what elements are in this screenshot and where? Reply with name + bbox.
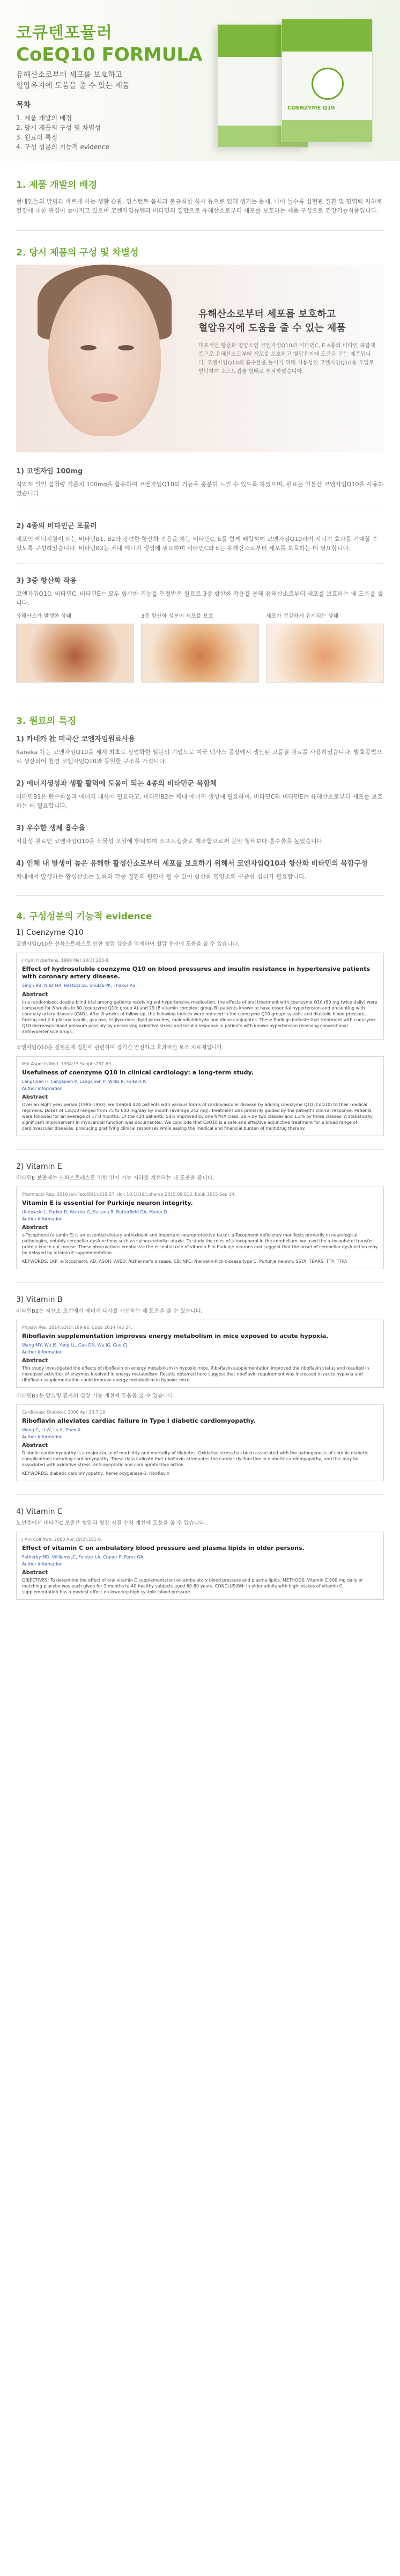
ingredient-title: 3) 우수한 생체 흡수율	[16, 824, 86, 832]
feature-text: 코엔자임Q10, 비타민C, 비타민E는 모두 항산화 기능을 인정받은 원료로 3중 항산화 작용을 통해 유해산소로부터 세포를 보호하는 데 도움을 줍니다.	[16, 590, 383, 606]
toc-item: 1. 제품 개발의 배경	[16, 114, 72, 122]
cell-diagram	[16, 613, 384, 683]
section-ingredients	[0, 713, 400, 881]
section-background	[0, 177, 400, 215]
abstract-text: Diabetic cardiomyopathy is a major cause of morbidity and mortality of diabetes. Oxidative stress has been associated with the pathogenesis of chronic diabetic complications including cardiomyopathy. These data indicate that riboflavin attenuates the cardiac dysfunction in diabetic cardiomyopathy, and this may be associated with oxidative stress, anti-apoptotic and cardioprotective action.	[22, 1451, 368, 1467]
paper-authors: Singh RB, Niaz MA, Rastogi SS, Shukla PK, Thakur AS.	[22, 983, 137, 988]
paper-title: Riboflavin supplementation improves energy metabolism in mice exposed to acute hypoxia.	[22, 1333, 329, 1340]
toc-item: 3. 원료의 특징	[16, 134, 58, 141]
author-information-link[interactable]: Author information	[22, 1562, 63, 1567]
feature-text: 식약처 일일 섭취량 기준치 100mg을 함유하여 코엔자임Q10의 기능을 충분히 느낄 수 있도록 하였으며, 원료는 일본산 코엔자임Q10을 사용하였습니다.	[16, 481, 384, 497]
hero-banner	[0, 0, 400, 161]
cell-image	[141, 624, 259, 683]
section-title: 2. 당시 제품의 구성 및 차별성	[16, 247, 139, 258]
feature-title: 1) 코엔자임 100mg	[16, 467, 83, 475]
feature-text: 세포의 에너지원이 되는 비타민B1, B2와 강력한 항산화 작용을 하는 비타민C, E를 함께 배합하여 코엔자임Q10과의 시너지 효과를 기대할 수 있도록 구성하였습니다. 비타민B2는 체내 에너지 생성에 필요하며 비타민C와 E는 유해산소로부터 세포를 보호하는 데 필요합니다.	[16, 536, 378, 552]
caption-headline-2: 혈압유지에 도움을 줄 수 있는 제품	[198, 323, 346, 334]
section-evidence	[0, 909, 400, 1600]
paper-authors: Ulatowski L, Parker R, Warrier G, Sultana R, Butterfield DA, Manor D.	[22, 1210, 169, 1214]
toc-item: 4. 구성 성분의 기능적 evidence	[16, 143, 109, 151]
paper-excerpt	[16, 1320, 384, 1388]
ingredient-title: 1) 카네카 社 미국산 코엔자임원료사용	[16, 735, 135, 743]
feature-1	[0, 465, 400, 498]
section-title: 1. 제품 개발의 배경	[16, 180, 97, 191]
model-face-image	[16, 265, 384, 452]
cell-image	[266, 624, 384, 683]
abstract-heading: Abstract	[22, 1225, 48, 1231]
product-name-kr: 코큐텐포뮬러	[16, 24, 113, 42]
caption-text: 대표적인 항산화 영양소인 코엔자임Q10과 비타민C, E 4종의 비타민 복합제품으로 유해산소로부터 세포를 보호하고 혈압유지에 도움을 주는 제품입니다. 코엔자임Q10의 흡수율을 높이기 위해 지용성인 코엔자임Q10을 오일로 현탁하여 소프트캡슐 형태로 제작하였습니다.	[198, 343, 375, 375]
tagline-line-1: 유해산소로부터 세포를 보호하고	[16, 71, 123, 79]
cell-stage-2	[141, 613, 259, 683]
paper-meta: Cardiovasc Diabetol. 2008 Apr 23;7:10.	[22, 1410, 107, 1415]
paper-authors: Fotherby MD, Williams JC, Forster LA, Craner P, Ferns GA.	[22, 1555, 145, 1560]
cell-caption: 유해산소가 발생한 상태	[16, 613, 71, 619]
paper-authors: Langsjoen H, Langsjoen P, Langsjoen P, Willis R, Folkers K.	[22, 1079, 147, 1084]
section-text: 현대인들의 발병과 바쁘게 사는 생활 습관, 인스턴트 음식과 불규칙한 식사 등으로 인해 생기는 문제, 나이 들수록 심혈관 질환 및 면역력 저하로 건강에 대한 관심이 높아지고 있으며 코엔자임큐텐과 비타민의 결합으로 유해산소로부터 세포를 보호하는 제품 구성으로 건강기능식품입니다.	[16, 198, 382, 214]
paper-title: Vitamin E is essential for Purkinje neuron integrity.	[22, 1199, 193, 1206]
ingredient-text: 비타민B1은 탄수화물과 에너지 대사에 필요하고, 비타민B2는 체내 에너지 생성에 필요하며, 비타민C와 비타민E는 유해산소로부터 세포를 보호하는 데 필요합니다.	[16, 793, 383, 809]
paper-meta: J Am Coll Nutr. 2000 Apr;19(2):181-9.	[22, 1537, 102, 1542]
seal-icon	[312, 68, 344, 100]
toc-heading: 목차	[16, 101, 31, 109]
product-tagline	[16, 70, 202, 91]
author-information-link[interactable]: Author information	[22, 1217, 63, 1221]
section-composition	[0, 245, 400, 258]
abstract-heading: Abstract	[22, 1094, 48, 1100]
face-caption	[198, 308, 375, 376]
section-title: 4. 구성성분의 기능적 evidence	[16, 911, 152, 922]
cell-stage-1	[16, 613, 134, 683]
abstract-text: Over an eight year period (1985-1993), we treated 424 patients with various forms of cardiovascular disease by adding coenzyme Q10 (CoQ10) to their medical regimens. Doses of CoQ10 ranged from 75 to 600 mg/day by mouth (average 242 mg). Treatment was primarily guided by the patient's clinical response. Patients were followed for an average of 17.8 months. Of the 424 patients, 58% improved by one NYHA class, 28% by two classes and 1.2% by three classes. A statistically significant improvement in myocardial function was documented. We conclude that CoQ10 is a safe and effective adjunctive treatment for a broad range of cardiovascular diseases, producing gratifying clinical responses while easing the medical and financial burden of multidrug therapy.	[22, 1102, 373, 1131]
abstract-heading: Abstract	[22, 1443, 48, 1448]
paper-excerpt	[16, 1404, 384, 1481]
keywords: KEYWORDS: LKP; a-Tocopherol; AD; ASOH; AVED; Alzheimer's disease; CB; NPC; Niemann-Pick disease type C; Purkinje neuron; SSTA; TBARS; TTP; TTPA	[22, 1259, 347, 1264]
abstract-heading: Abstract	[22, 1358, 48, 1364]
product-name-en: CoEQ10 FORMULA	[16, 44, 203, 65]
paper-meta: Mol Aspects Med. 1994;15 Suppl:s257-63.	[22, 1062, 113, 1066]
evidence-desc: 코엔자임Q10은 산화스트레스로 인한 혈압 상승을 억제하여 혈압 유지에 도움을 줄 수 있습니다.	[16, 941, 240, 947]
abstract-text: This study investigated the effects of riboflavin on energy metabolism in hypoxic mice. Riboflavin supplementation improved the riboflavin status and resulted in increased activities of enzymes involved in energy metabolism. Results obtained here suggest that riboflavin requirement was increased in acute hypoxia and riboflavin supplementation could improve energy metabolism in hypoxic mice.	[22, 1366, 369, 1382]
paper-excerpt	[16, 1187, 384, 1269]
paper-excerpt	[16, 1056, 384, 1136]
evidence-desc: 노년층에서 비타민C 보충은 혈압과 혈장 지질 수치 개선에 도움을 줄 수 있습니다.	[16, 1520, 206, 1526]
author-information-link[interactable]: Author information	[22, 1350, 63, 1355]
feature-title: 3) 3중 항산화 작용	[16, 577, 77, 585]
evidence-desc: 코엔자임Q10은 심혈관계 질환에 관련하여 장기간 안전하고 효과적인 보조 치료제입니다.	[16, 1045, 224, 1051]
ingredient-title: 4) 인체 내 발생이 높은 유해한 활성산소로부터 세포를 보호하기 위해서 코엔자임Q10과 항산화 비타민의 복합구성	[16, 860, 368, 868]
feature-2	[0, 520, 400, 553]
paper-title: Usefulness of coenzyme Q10 in clinical cardiology: a long-term study.	[22, 1069, 254, 1076]
paper-meta: J Hum Hypertens. 1999 Mar;13(3):203-8.	[22, 958, 110, 963]
abstract-text: a-Tocopherol (vitamin E) is an essential dietary antioxidant and important neuroprotective factor. a-Tocopherol deficiency manifests primarily in neurological pathologies, notably cerebellar dysfunctions such as spinocerebellar ataxia. To study the roles of a-tocopherol in the cerebellum, we used the a-tocopherol transfer protein knock-out mouse. These observations emphasize the essential role of vitamin E in Purkinje neurons and suggest that the onset of cerebellar dysfunction may be delayed by vitamin E supplementation.	[22, 1233, 378, 1255]
feature-3	[0, 575, 400, 683]
caption-headline-1: 유해산소로부터 세포를 보호하고	[198, 309, 336, 320]
brand-block	[16, 19, 202, 91]
product-box-front	[282, 19, 373, 142]
paper-title: Riboflavin alleviates cardiac failure in Type I diabetic cardiomyopathy.	[22, 1417, 256, 1424]
author-information-link[interactable]: Author information	[22, 1435, 63, 1439]
evidence-subtitle: 4) Vitamin C	[16, 1507, 63, 1516]
ingredient-text: Kaneka 社는 코엔자임Q10을 세계 최초로 상업화한 일본의 기업으로 미국 텍사스 공장에서 생산된 고품질 원료를 사용하였습니다. 발효공법으로 생산되어 천연 코엔자임Q10과 동일한 구조를 가집니다.	[16, 749, 382, 765]
evidence-desc: 비타민B1은 당뇨병 환자의 심장 기능 개선에 도움을 줄 수 있습니다.	[16, 1393, 175, 1399]
ingredient-text: 체내에서 발생하는 활성산소는 노화와 각종 질환의 원인이 될 수 있어 항산화 영양소의 꾸준한 섭취가 필요합니다.	[16, 873, 307, 880]
abstract-text: In a randomised, double-blind trial among patients receiving antihypertensive medication, the effects of oral treatment with coenzyme Q10 (60 mg twice daily) were compared for 8 weeks in 30 (coenzyme Q10: group A) and 29 (B vitamin complex: group B) patients known to have essential hypertension and presenting with coronary artery disease (CAD). After 8 weeks of follow-up, the following indices were reduced in the coenzyme Q10 group: systolic and diastolic blood pressure, fasting and 2-h plasma insulin, glucose, triglycerides, lipid peroxides, malondialdehyde and diene conjugates. These findings indicate that treatment with coenzyme Q10 decreases blood pressure possibly by decreasing oxidative stress and insulin response in patients with known hypertension receiving conventional antihypertensive drugs.	[22, 1000, 377, 1034]
cell-caption: 3중 항산화 성분이 세포를 보호	[141, 613, 213, 619]
tagline-line-2: 혈압유지에 도움을 줄 수 있는 제품	[16, 82, 130, 90]
author-information-link[interactable]: Author information	[22, 1086, 63, 1091]
abstract-heading: Abstract	[22, 992, 48, 998]
toc-item: 2. 당시 제품의 구성 및 차별성	[16, 124, 101, 131]
table-of-contents	[16, 99, 109, 152]
evidence-subtitle: 3) Vitamin B	[16, 1296, 63, 1304]
paper-authors: Wang MY, Wu JS, Yang LL, Gao DN, Wu JG, Guo CJ.	[22, 1343, 129, 1348]
evidence-desc: 비타민E 보충제는 산화스트레스로 인한 인지 기능 저하를 개선하는 데 도움을 줍니다.	[16, 1175, 214, 1181]
abstract-text: OBJECTIVES: To determine the effect of oral vitamin C supplementation on ambulatory blood pressure and plasma lipids. METHODS: Vitamin C 500 mg daily or matching placebo was each given for 3 months to 40 healthy subjects aged 60-80 years. CONCLUSION: In older adults with high intakes of vitamin C, supplementation has a modest effect on lowering high systolic blood pressure.	[22, 1578, 364, 1594]
ingredient-title: 2) 에너지생성과 생활 활력에 도움이 되는 4종의 비타민군 복합체	[16, 780, 217, 788]
evidence-desc: 비타민B2는 저산소 조건에서 에너지 대사를 개선하는 데 도움을 줄 수 있습니다.	[16, 1308, 203, 1314]
cell-image	[16, 624, 134, 683]
keywords: KEYWORDS: diabetic cardiomyopathy, heme oxygenase-1, riboflavin	[22, 1471, 169, 1476]
paper-authors: Wang G, Li W, Lu X, Zhao X.	[22, 1428, 82, 1432]
paper-excerpt	[16, 953, 384, 1040]
abstract-heading: Abstract	[22, 1570, 48, 1576]
box-label: COENZYME Q10	[287, 105, 335, 111]
paper-excerpt	[16, 1532, 384, 1600]
cell-caption: 세포가 건강하게 유지되는 상태	[266, 613, 339, 619]
paper-meta: Physiol Res. 2014;63(2):189-96. Epub 2014 Feb 24.	[22, 1325, 132, 1330]
ingredient-text: 지용성 원료인 코엔자임Q10을 식물성 오일에 현탁하여 소프트캡슐로 제조함으로써 분말 형태보다 흡수율을 높였습니다.	[16, 838, 324, 845]
paper-title: Effect of vitamin C on ambulatory blood pressure and plasma lipids in older persons.	[22, 1545, 305, 1552]
paper-title: Effect of hydrosoluble coenzyme Q10 on blood pressures and insulin resistance in hypertensive patients with coronary artery disease.	[22, 965, 371, 980]
section-title: 3. 원료의 특징	[16, 716, 77, 727]
evidence-subtitle: 1) Coenzyme Q10	[16, 928, 84, 937]
cell-stage-3	[266, 613, 384, 683]
feature-title: 2) 4종의 비타민군 포뮬러	[16, 522, 97, 530]
paper-meta: Pharmacol Rep. 2016 Jan-Feb;68(1):219-27. doi: 10.1016/j.pharep.2015.09.013. Epub 2015 Sep 14.	[22, 1192, 236, 1197]
evidence-subtitle: 2) Vitamin E	[16, 1162, 62, 1171]
